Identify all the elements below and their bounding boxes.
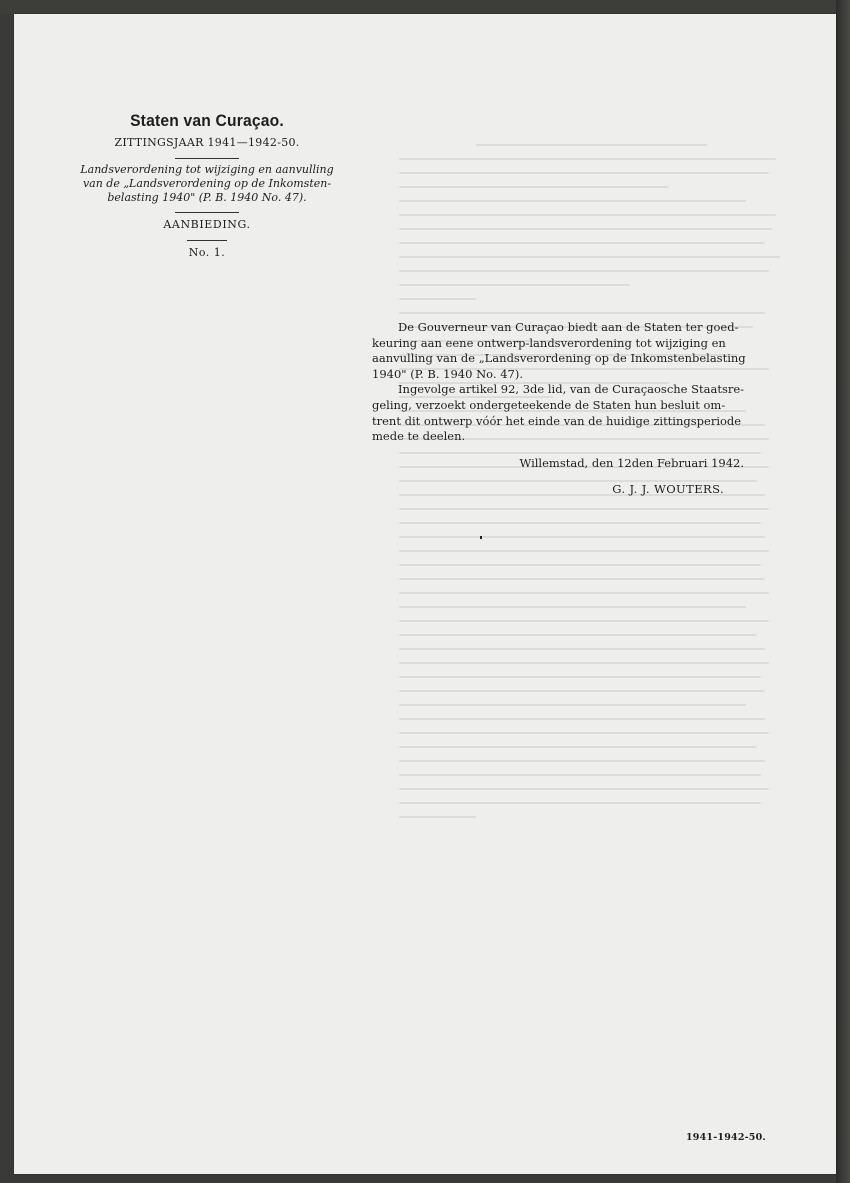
- signature: G. J. J. WOUTERS.: [612, 482, 724, 496]
- letter-body: [372, 320, 762, 445]
- type-divider: [187, 240, 227, 241]
- body-line: De Gouverneur van Curaçao biedt aan de Staten ter goed-: [398, 320, 739, 334]
- body-line: trent dit ontwerp vóór het einde van de huidige zittingsperiode: [372, 413, 742, 428]
- ink-speck: [480, 536, 482, 539]
- document-type: AANBIEDING.: [163, 218, 251, 231]
- body-line: geling, verzoekt ondergeteekende de Staten hun besluit om-: [372, 397, 726, 412]
- assembly-title: Staten van Curaçao.: [130, 111, 284, 130]
- subject-line: belasting 1940" (P. B. 1940 No. 47).: [107, 191, 307, 204]
- body-line: keuring aan eene ontwerp-landsverordening tot wijziging en: [372, 335, 726, 350]
- dateline: Willemstad, den 12den Februari 1942.: [519, 456, 744, 470]
- bleed-through-text: [399, 144, 784, 1134]
- footer-document-code: 1941-1942-50.: [686, 1132, 766, 1143]
- paragraph-presentation: [372, 320, 762, 382]
- body-line: aanvulling van de „Landsverordening op de Inkomstenbelasting: [372, 351, 746, 366]
- subject-line: van de „Landsverordening op de Inkomsten-: [82, 177, 332, 190]
- document-header: [62, 110, 352, 261]
- scan-border-top: [0, 0, 850, 14]
- document-number: No. 1.: [188, 246, 226, 259]
- scan-border-right: [836, 0, 850, 1183]
- body-line: mede te deelen.: [372, 429, 466, 444]
- body-line: 1940" (P. B. 1940 No. 47).: [372, 366, 523, 381]
- document-page: [14, 14, 836, 1174]
- document-subject: [62, 163, 352, 205]
- subject-line: Landsverordening tot wijziging en aanvulling: [80, 163, 334, 176]
- paragraph-request: [372, 382, 762, 444]
- header-divider: [175, 158, 239, 159]
- session-year: ZITTINGSJAAR 1941—1942-50.: [114, 136, 300, 149]
- body-line: Ingevolge artikel 92, 3de lid, van de Curaçaosche Staatsre-: [398, 382, 745, 397]
- subject-divider: [175, 212, 239, 213]
